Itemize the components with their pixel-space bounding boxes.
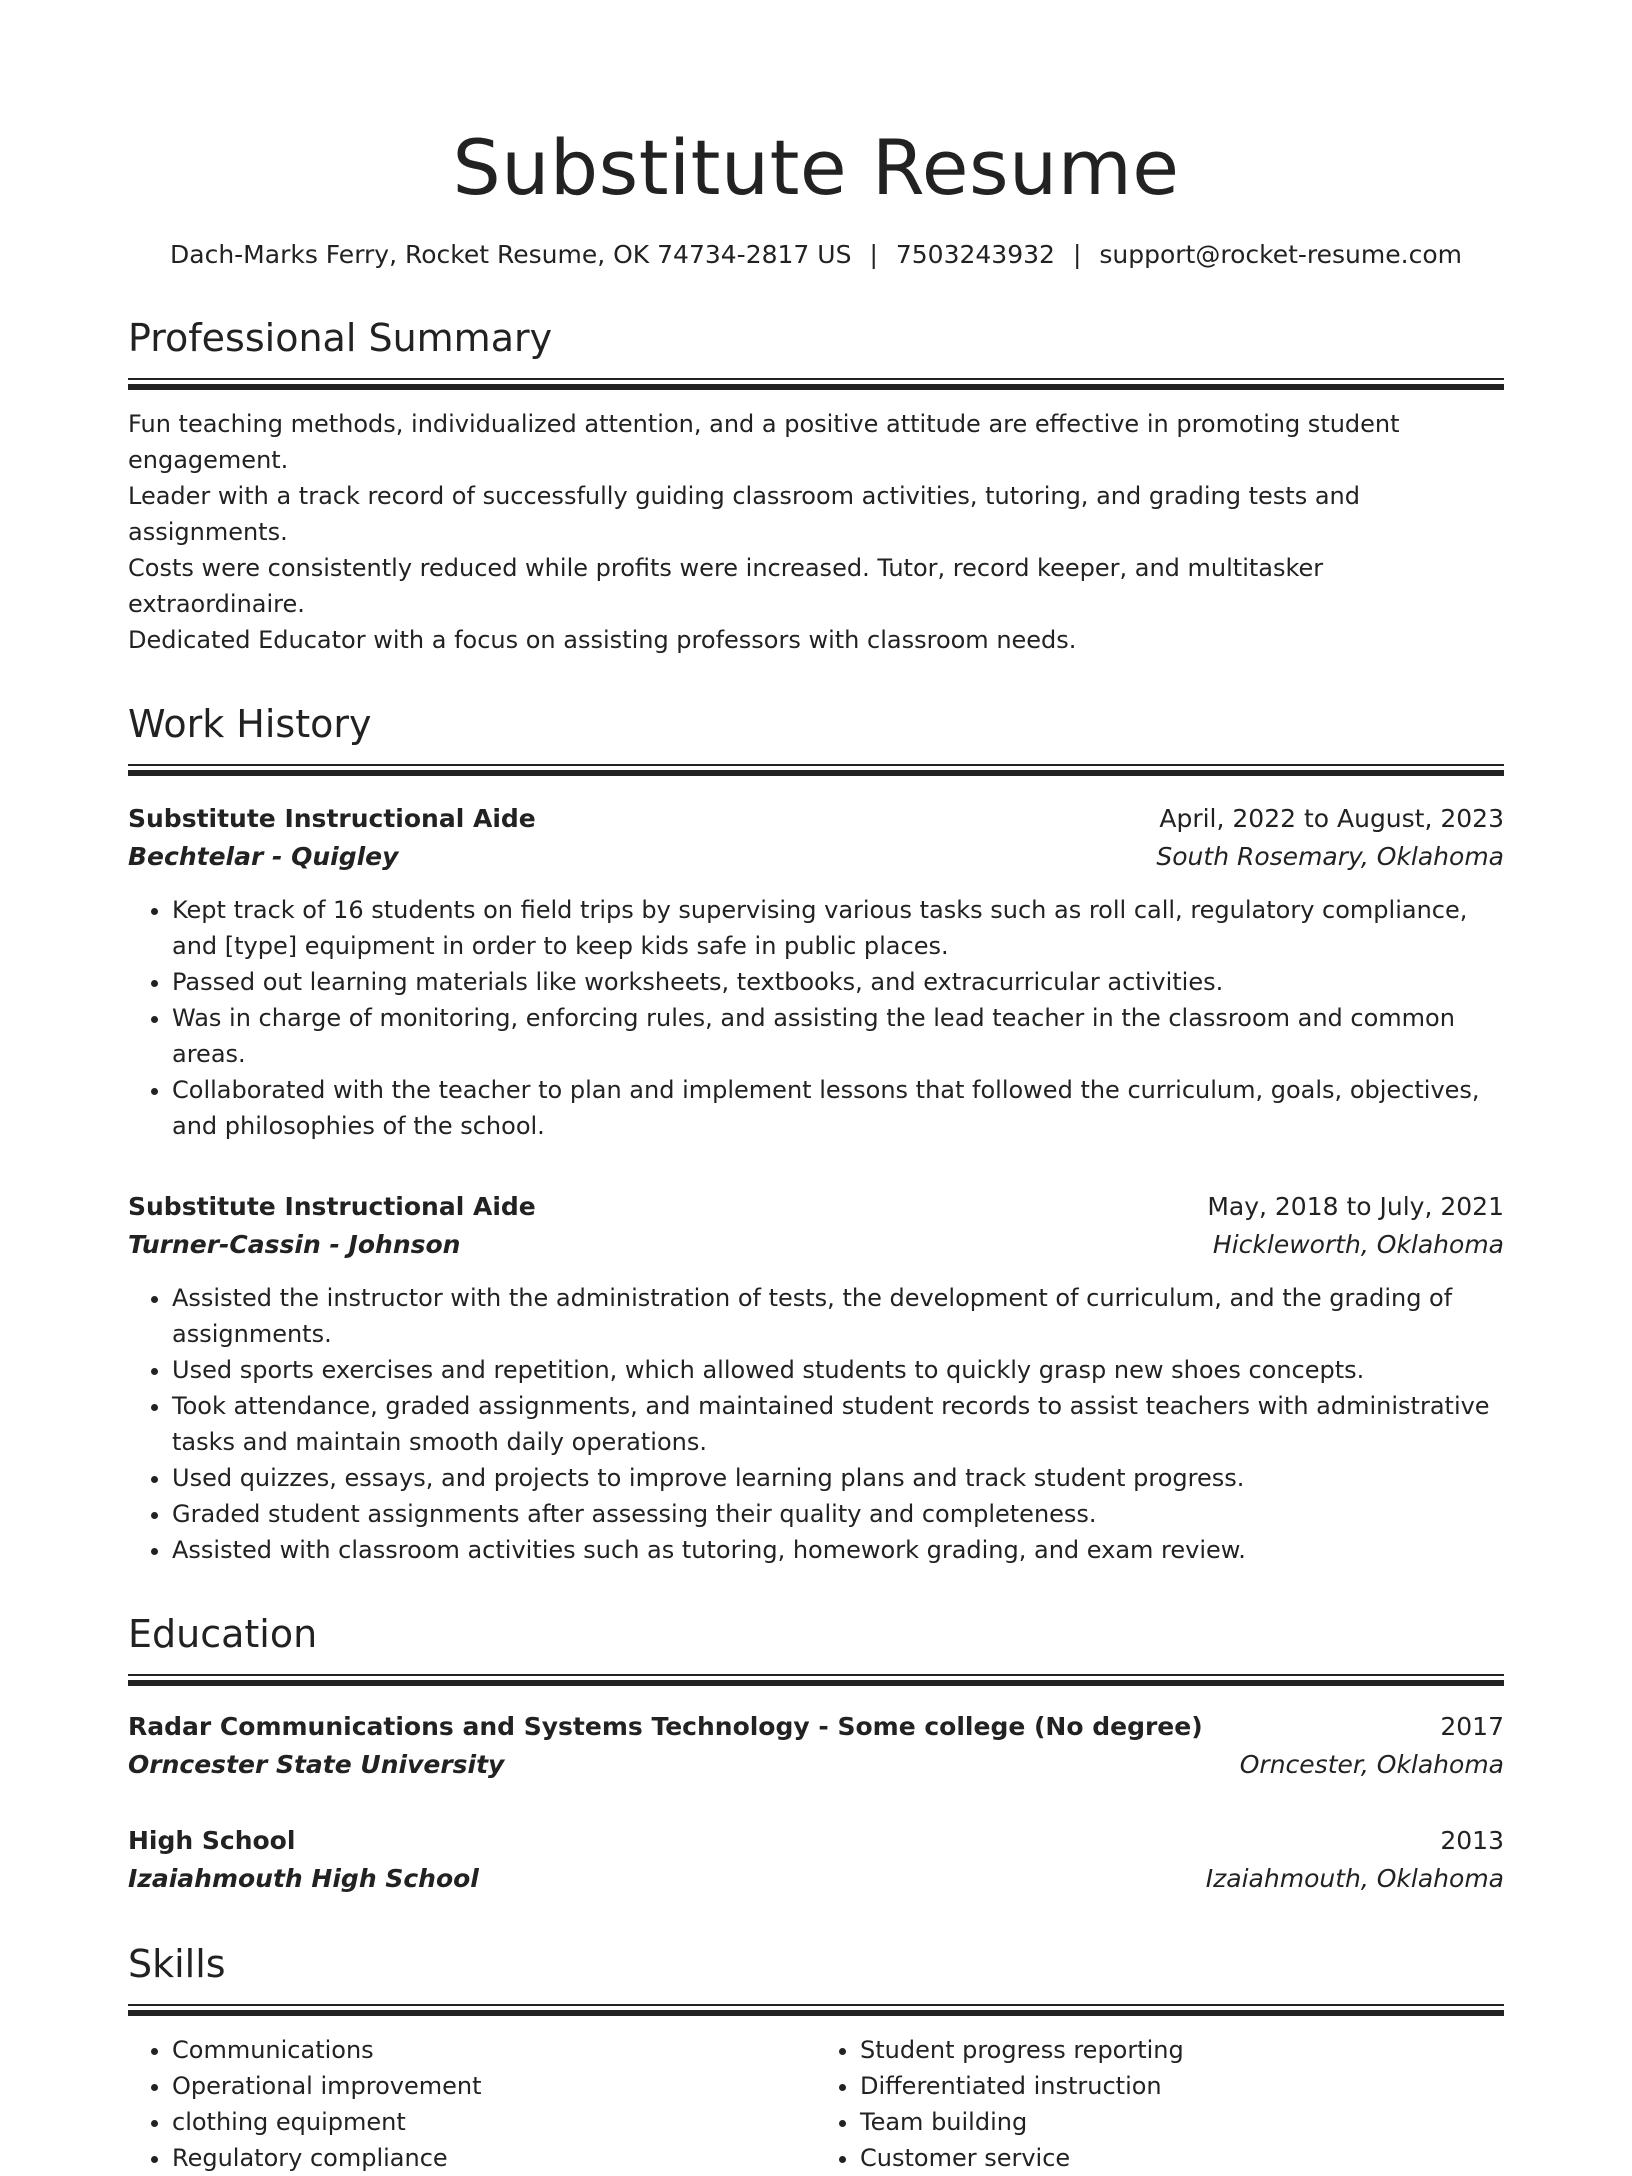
list-item: • Assisted with classroom activities such as tutoring, homework grading, and exam review. bbox=[172, 1532, 1504, 1568]
list-item: • Graded student assignments after assessing their quality and completeness. bbox=[172, 1496, 1504, 1532]
education-subheader bbox=[128, 1746, 1504, 1784]
contact-address: Dach-Marks Ferry, Rocket Resume, OK 74734-2817 US bbox=[170, 240, 852, 269]
job-dates: May, 2018 to July, 2021 bbox=[1207, 1192, 1504, 1221]
job-bullets bbox=[128, 1280, 1504, 1568]
contact-line bbox=[128, 238, 1504, 272]
list-item: • Used quizzes, essays, and projects to improve learning plans and track student progress. bbox=[172, 1460, 1504, 1496]
list-item: • Collaborated with the teacher to plan and implement lessons that followed the curriculum, goals, objectives, and philosophies of the school. bbox=[172, 1072, 1504, 1144]
job-location: Hickleworth, Oklahoma bbox=[1212, 1230, 1504, 1259]
job-title: Substitute Instructional Aide bbox=[128, 804, 536, 833]
summary-line: Dedicated Educator with a focus on assisting professors with classroom needs. bbox=[128, 626, 1077, 654]
education-header bbox=[128, 1822, 1504, 1860]
list-item: • Customer service bbox=[860, 2140, 1504, 2176]
education-degree: High School bbox=[128, 1826, 296, 1855]
education-location: Izaiahmouth, Oklahoma bbox=[1205, 1864, 1504, 1893]
education-entry bbox=[128, 1708, 1504, 1784]
section-divider bbox=[128, 378, 1504, 390]
page-title: Substitute Resume bbox=[452, 123, 1180, 212]
list-item: • Assisted the instructor with the administration of tests, the development of curriculum, and the grading of assignments. bbox=[172, 1280, 1504, 1352]
education-location: Orncester, Oklahoma bbox=[1239, 1750, 1504, 1779]
summary-line: Costs were consistently reduced while profits were increased. Tutor, record keeper, and multitasker extraordinaire. bbox=[128, 554, 1324, 618]
section-divider bbox=[128, 2004, 1504, 2016]
education-year: 2013 bbox=[1440, 1826, 1504, 1855]
education-degree: Radar Communications and Systems Technology - Some college (No degree) bbox=[128, 1712, 1203, 1741]
summary-line: Leader with a track record of successfully guiding classroom activities, tutoring, and grading tests and assignments. bbox=[128, 482, 1361, 546]
education-section bbox=[128, 1610, 1504, 1898]
list-item: • Used sports exercises and repetition, which allowed students to quickly grasp new shoes concepts. bbox=[172, 1352, 1504, 1388]
job-title: Substitute Instructional Aide bbox=[128, 1192, 536, 1221]
list-item: • Took attendance, graded assignments, and maintained student records to assist teachers with administrative tasks and maintain smooth daily operations. bbox=[172, 1388, 1504, 1460]
job-location: South Rosemary, Oklahoma bbox=[1156, 842, 1504, 871]
section-heading-summary: Professional Summary bbox=[128, 316, 553, 360]
section-heading-education: Education bbox=[128, 1612, 318, 1656]
list-item: • Differentiated instruction bbox=[860, 2068, 1504, 2104]
education-subheader bbox=[128, 1860, 1504, 1898]
contact-separator: | bbox=[869, 240, 878, 269]
list-item: • Team building bbox=[860, 2104, 1504, 2140]
list-item: • clothing equipment bbox=[172, 2104, 816, 2140]
section-divider bbox=[128, 764, 1504, 776]
list-item: • Student progress reporting bbox=[860, 2032, 1504, 2068]
job-company: Turner-Cassin - Johnson bbox=[128, 1230, 461, 1259]
summary-text bbox=[128, 406, 1504, 658]
education-year: 2017 bbox=[1440, 1712, 1504, 1741]
list-item: • Communications bbox=[172, 2032, 816, 2068]
list-item: • Regulatory compliance bbox=[172, 2140, 816, 2176]
summary-line: Fun teaching methods, individualized attention, and a positive attitude are effective in promoting student engagement. bbox=[128, 410, 1400, 474]
skills-list-right bbox=[816, 2032, 1504, 2176]
job-entry bbox=[128, 800, 1504, 1144]
contact-separator: | bbox=[1072, 240, 1082, 269]
job-bullets bbox=[128, 892, 1504, 1144]
job-subheader bbox=[128, 1226, 1504, 1264]
skills-columns bbox=[128, 2032, 1504, 2176]
summary-section bbox=[128, 314, 1504, 658]
education-school: Izaiahmouth High School bbox=[128, 1864, 479, 1893]
contact-phone: 7503243932 bbox=[895, 240, 1055, 269]
section-heading-work: Work History bbox=[128, 702, 372, 746]
section-heading-skills: Skills bbox=[128, 1942, 226, 1986]
job-company: Bechtelar - Quigley bbox=[128, 842, 399, 871]
contact-email: support@rocket-resume.com bbox=[1099, 240, 1462, 269]
education-school: Orncester State University bbox=[128, 1750, 505, 1779]
section-divider bbox=[128, 1674, 1504, 1686]
job-dates: April, 2022 to August, 2023 bbox=[1159, 804, 1504, 833]
skills-list-left bbox=[128, 2032, 816, 2176]
work-history-section bbox=[128, 700, 1504, 1568]
skills-section bbox=[128, 1940, 1504, 2176]
list-item: • Operational improvement bbox=[172, 2068, 816, 2104]
job-header bbox=[128, 800, 1504, 838]
list-item: • Passed out learning materials like worksheets, textbooks, and extracurricular activities. bbox=[172, 964, 1504, 1000]
education-header bbox=[128, 1708, 1504, 1746]
education-entry bbox=[128, 1822, 1504, 1898]
job-entry bbox=[128, 1188, 1504, 1568]
job-header bbox=[128, 1188, 1504, 1226]
list-item: • Kept track of 16 students on field trips by supervising various tasks such as roll call, regulatory compliance, and [type] equipment in order to keep kids safe in public places. bbox=[172, 892, 1504, 964]
job-subheader bbox=[128, 838, 1504, 876]
list-item: • Was in charge of monitoring, enforcing rules, and assisting the lead teacher in the classroom and common areas. bbox=[172, 1000, 1504, 1072]
